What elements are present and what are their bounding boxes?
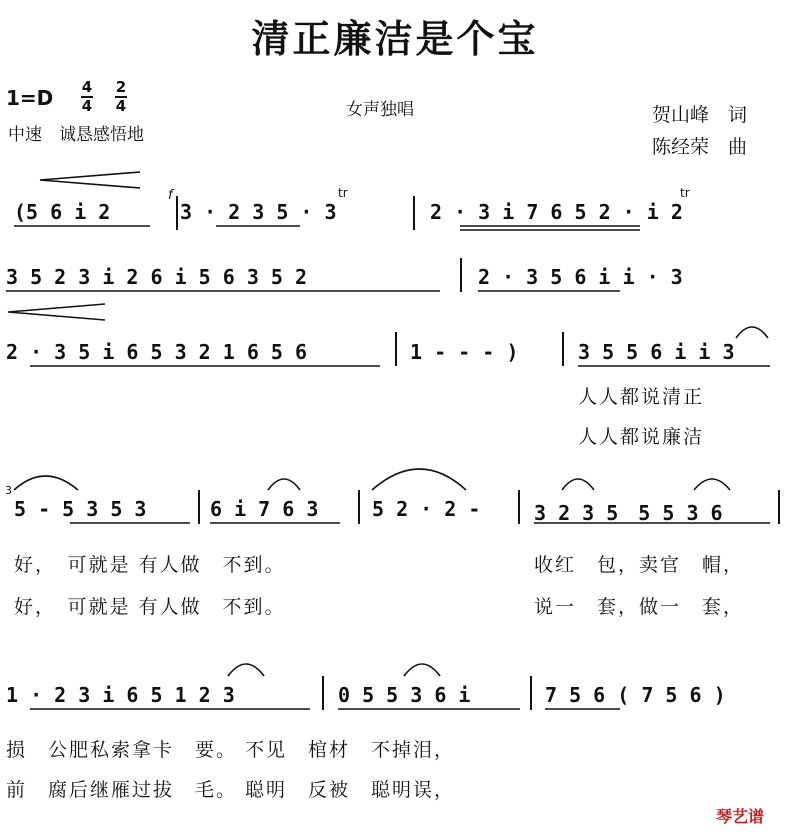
meter-top: 2 [115,78,127,96]
notes-line1-m3: 2 · 3 i 7 6 5 2 · i 2 [430,200,683,224]
lyric-verse2: 说一 套，做一 套， [534,596,745,618]
notes-line3-m2: 1 - - - ) [410,340,519,364]
notes-line3-m1: 2 · 3 5 i 6 5 3 2 1 6 5 6 [6,340,308,364]
notes-line2-m2: 2 · 3 5 6 i i · 3 [478,265,683,289]
meter-top: 4 [81,78,93,96]
notes-line5-m2: 0 5 5 3 6 i [338,683,471,707]
tempo-marking: 中速 诚恳感悟地 [8,125,144,145]
slur [562,479,594,490]
slur [14,476,78,490]
notes-line4-m1: 5 - 5 3 5 3 [14,497,147,521]
trill-mark: tr [338,186,348,200]
composer-credit: 陈经荣 曲 [652,136,748,158]
grace-note: 3 [5,484,12,497]
slur [404,664,440,676]
notes-line4-m4: 3 2 3 5 5 5 3 6 [534,501,723,525]
notes-line5-m1: 1 · 2 3 i 6 5 1 2 3 [6,683,235,707]
crescendo-hairpin [8,304,105,320]
meter-bottom: 4 [81,97,93,115]
lyric-verse1: 人人都说清正 [578,386,705,408]
lyric-verse2: 好， 可就是 有人做 不到。 [14,596,286,618]
lyric-verse1: 损 公肥私索拿卡 要。 不见 棺材 不掉泪， [6,739,456,761]
lyric-verse1: 好， 可就是 有人做 不到。 [14,554,286,576]
meter-bottom: 4 [115,97,127,115]
slur [228,664,264,676]
notes-line1-m2: 3 · 2 3 5 · 3 [180,200,337,224]
performance-style: 女声独唱 [346,100,414,120]
slur [268,479,300,490]
trill-mark: tr [680,186,690,200]
key-signature: 1=D [6,86,54,110]
notes-line5-m3: 7 5 6 ( 7 5 6 ) [545,683,726,707]
crescendo-hairpin [40,172,140,188]
song-title: 清正廉洁是个宝 [251,16,539,61]
lyric-verse2: 人人都说廉洁 [578,426,705,448]
lyric-verse2: 前 腐后继雁过拔 毛。 聪明 反被 聪明误， [6,779,456,801]
dynamic-forte: f [168,188,173,203]
slur [372,469,466,490]
notes-line3-m3: 3 5 5 6 i i 3 [578,340,735,364]
lyric-verse1: 收红 包，卖官 帽， [534,554,745,576]
notes-line1-m1: (5 6 i 2 [14,200,111,224]
lyricist-credit: 贺山峰 词 [652,104,748,126]
slur [736,327,768,338]
notes-line4-m3: 5 2 · 2 - [372,497,481,521]
watermark-logo: 琴艺谱 [716,807,765,826]
notes-line2-m1: 3 5 2 3 i 2 6 i 5 6 3 5 2 [6,265,308,289]
slur [694,479,730,490]
notes-line4-m2: 6 i 7 6 3 [210,497,319,521]
